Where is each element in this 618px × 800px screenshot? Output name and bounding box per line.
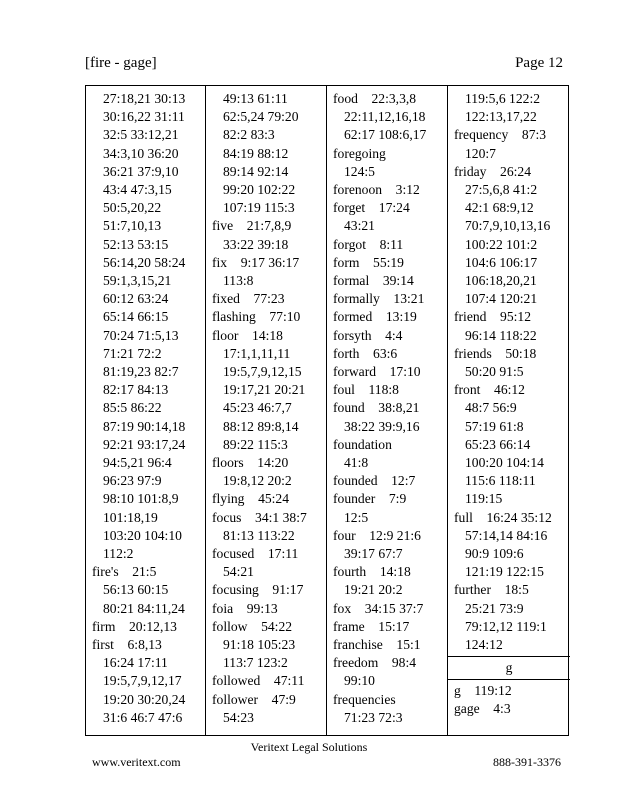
index-entry: first 6:8,13 xyxy=(92,637,162,652)
index-entry: flying 45:24 xyxy=(212,491,290,507)
index-page-refs: 33:22 39:18 xyxy=(223,236,289,252)
index-page-refs: 38:22 39:9,16 xyxy=(344,418,420,434)
index-page-refs: 106:18,20,21 xyxy=(465,273,537,288)
index-entry: formal 39:14 xyxy=(333,273,414,288)
index-page-refs: 103:20 104:10 xyxy=(103,527,182,543)
index-page-refs: 70:24 71:5,13 xyxy=(103,327,179,343)
footer-website: www.veritext.com xyxy=(92,755,181,769)
index-entry: friends 50:18 xyxy=(454,345,537,361)
index-entry: founder 7:9 xyxy=(333,491,407,507)
index-page-refs: 107:19 115:3 xyxy=(223,200,295,216)
index-page-refs: 54:23 xyxy=(223,709,254,725)
index-entry: form 55:19 xyxy=(333,254,404,270)
index-page-refs: 19:8,12 20:2 xyxy=(223,473,292,489)
index-entry: founded 12:7 xyxy=(333,473,416,489)
index-column-1 xyxy=(86,86,206,735)
index-page-refs: 100:22 101:2 xyxy=(465,236,538,252)
index-page-refs: 113:7 123:2 xyxy=(223,655,288,671)
index-entry: frequency 87:3 xyxy=(454,127,547,143)
index-page-refs: 71:21 72:2 xyxy=(103,345,162,361)
index-entry: forget 17:24 xyxy=(333,200,410,216)
index-page-refs: 34:3,10 36:20 xyxy=(103,145,179,161)
index-page-refs: 32:5 33:12,21 xyxy=(103,127,179,143)
index-page-refs: 19:5,7,9,12,17 xyxy=(103,673,182,689)
index-entry: five 21:7,8,9 xyxy=(212,218,292,234)
index-table xyxy=(85,85,569,736)
index-entry: fox 34:15 37:7 xyxy=(333,600,424,616)
index-page-refs: 54:21 xyxy=(223,564,254,580)
index-page-refs: 87:19 90:14,18 xyxy=(103,418,186,434)
index-page-refs: 90:9 109:6 xyxy=(465,546,524,561)
index-entry: g 119:12 xyxy=(454,683,512,699)
index-entry: full 16:24 35:12 xyxy=(454,509,552,525)
index-page-refs: 16:24 17:11 xyxy=(103,655,168,671)
index-entry: frame 15:17 xyxy=(333,618,410,634)
index-entry: followed 47:11 xyxy=(212,673,305,689)
index-page-refs: 96:14 118:22 xyxy=(465,327,537,343)
index-page-refs: 57:19 61:8 xyxy=(465,418,524,434)
index-entry: friend 95:12 xyxy=(454,309,532,325)
index-page-refs: 59:1,3,15,21 xyxy=(103,273,172,288)
index-page-refs: 57:14,14 84:16 xyxy=(465,527,548,543)
index-page-refs: 70:7,9,10,13,16 xyxy=(465,218,551,234)
index-page-refs: 27:5,6,8 41:2 xyxy=(465,182,538,197)
index-entry: foundation xyxy=(333,436,392,452)
index-page-refs: 51:7,10,13 xyxy=(103,218,162,234)
index-entry: fourth 14:18 xyxy=(333,564,411,580)
index-entry: foia 99:13 xyxy=(212,600,278,616)
index-page-refs: 82:2 83:3 xyxy=(223,127,275,143)
index-page-refs: 30:16,22 31:11 xyxy=(103,109,185,125)
index-page-refs: 79:12,12 119:1 xyxy=(465,618,547,634)
section-divider xyxy=(448,656,570,657)
index-page-refs: 31:6 46:7 47:6 xyxy=(103,709,183,725)
index-page-refs: 19:21 20:2 xyxy=(344,582,403,598)
index-page-refs: 99:20 102:22 xyxy=(223,182,296,197)
index-column-2 xyxy=(206,86,327,735)
index-page-refs: 65:14 66:15 xyxy=(103,309,169,325)
index-entry: fixed 77:23 xyxy=(212,291,285,307)
index-entry: forenoon 3:12 xyxy=(333,182,420,197)
index-page-refs: 122:13,17,22 xyxy=(465,109,537,125)
index-page-refs: 80:21 84:11,24 xyxy=(103,600,185,616)
index-page-refs: 115:6 118:11 xyxy=(465,473,536,489)
index-page-refs: 112:2 xyxy=(103,546,134,561)
section-divider xyxy=(448,679,570,680)
index-page-refs: 56:14,20 58:24 xyxy=(103,254,186,270)
index-page-refs: 42:1 68:9,12 xyxy=(465,200,534,216)
index-page-refs: 36:21 37:9,10 xyxy=(103,163,179,179)
index-entry: food 22:3,3,8 xyxy=(333,91,417,106)
index-page-refs: 96:23 97:9 xyxy=(103,473,162,489)
index-entry: foul 118:8 xyxy=(333,382,399,398)
index-column-3 xyxy=(327,86,448,735)
index-page-refs: 17:1,1,11,11 xyxy=(223,345,291,361)
index-page-refs: 84:19 88:12 xyxy=(223,145,289,161)
index-page-refs: 107:4 120:21 xyxy=(465,291,538,307)
page-range-header: [fire - gage] xyxy=(85,55,157,71)
index-entry: formed 13:19 xyxy=(333,309,417,325)
index-page-refs: 113:8 xyxy=(223,273,254,288)
index-page-refs: 12:5 xyxy=(344,509,369,525)
index-page-refs: 85:5 86:22 xyxy=(103,400,162,416)
index-page-refs: 120:7 xyxy=(465,145,496,161)
index-page-refs: 56:13 60:15 xyxy=(103,582,169,598)
footer-phone: 888-391-3376 xyxy=(493,755,561,769)
index-page-refs: 22:11,12,16,18 xyxy=(344,109,426,125)
index-entry: focused 17:11 xyxy=(212,546,299,561)
index-page-refs: 25:21 73:9 xyxy=(465,600,524,616)
index-page-refs: 119:5,6 122:2 xyxy=(465,91,541,106)
index-page-refs: 43:4 47:3,15 xyxy=(103,182,172,197)
index-page-refs: 82:17 84:13 xyxy=(103,382,169,398)
index-entry: forsyth 4:4 xyxy=(333,327,403,343)
index-page-refs: 124:5 xyxy=(344,163,375,179)
index-page-refs: 81:13 113:22 xyxy=(223,527,295,543)
index-entry: further 18:5 xyxy=(454,582,529,598)
index-entry: forward 17:10 xyxy=(333,364,421,379)
index-entry: found 38:8,21 xyxy=(333,400,420,416)
index-page-refs: 94:5,21 96:4 xyxy=(103,455,172,470)
index-page-refs: 19:20 30:20,24 xyxy=(103,691,186,707)
index-page-refs: 119:15 xyxy=(465,491,503,507)
index-entry: floors 14:20 xyxy=(212,455,289,470)
index-entry: floor 14:18 xyxy=(212,327,283,343)
index-page-refs: 19:17,21 20:21 xyxy=(223,382,306,398)
index-page-refs: 124:12 xyxy=(465,637,503,652)
index-page-refs: 60:12 63:24 xyxy=(103,291,169,307)
index-page-refs: 98:10 101:8,9 xyxy=(103,491,179,507)
index-page-refs: 45:23 46:7,7 xyxy=(223,400,292,416)
index-page-refs: 62:17 108:6,17 xyxy=(344,127,427,143)
index-page-refs: 89:14 92:14 xyxy=(223,163,289,179)
index-page-refs: 19:5,7,9,12,15 xyxy=(223,364,302,379)
index-entry: follow 54:22 xyxy=(212,618,293,634)
index-page-refs: 81:19,23 82:7 xyxy=(103,364,179,379)
footer-company: Veritext Legal Solutions xyxy=(250,740,368,754)
index-page-refs: 27:18,21 30:13 xyxy=(103,91,186,106)
index-entry: follower 47:9 xyxy=(212,691,296,707)
index-entry: front 46:12 xyxy=(454,382,525,398)
index-page-refs: 101:18,19 xyxy=(103,509,158,525)
index-page-refs: 48:7 56:9 xyxy=(465,400,517,416)
index-page-refs: 92:21 93:17,24 xyxy=(103,436,186,452)
index-entry: formally 13:21 xyxy=(333,291,425,307)
index-page-refs: 121:19 122:15 xyxy=(465,564,544,580)
index-entry: frequencies xyxy=(333,691,396,707)
index-page-refs: 71:23 72:3 xyxy=(344,709,403,725)
index-page-refs: 52:13 53:15 xyxy=(103,236,169,252)
index-page-refs: 41:8 xyxy=(344,455,369,470)
index-entry: firm 20:12,13 xyxy=(92,618,177,634)
index-page-refs: 50:20 91:5 xyxy=(465,364,524,379)
index-column-4 xyxy=(448,86,570,735)
index-page-refs: 88:12 89:8,14 xyxy=(223,418,299,434)
index-entry: flashing 77:10 xyxy=(212,309,301,325)
index-page-refs: 49:13 61:11 xyxy=(223,91,288,106)
index-page-refs: 99:10 xyxy=(344,673,375,689)
index-entry: forgot 8:11 xyxy=(333,236,404,252)
index-page-refs: 104:6 106:17 xyxy=(465,254,538,270)
index-entry: fix 9:17 36:17 xyxy=(212,254,300,270)
index-entry: four 12:9 21:6 xyxy=(333,527,421,543)
index-page-refs: 62:5,24 79:20 xyxy=(223,109,299,125)
page-number: Page 12 xyxy=(515,55,563,71)
index-entry: forth 63:6 xyxy=(333,345,398,361)
index-page-refs: 65:23 66:14 xyxy=(465,436,531,452)
index-entry: freedom 98:4 xyxy=(333,655,417,671)
index-entry: focusing 91:17 xyxy=(212,582,304,598)
index-entry: fire's 21:5 xyxy=(92,564,157,580)
section-letter: g xyxy=(505,660,513,676)
index-entry: gage 4:3 xyxy=(454,701,511,717)
index-page-refs: 43:21 xyxy=(344,218,375,234)
index-page-refs: 39:17 67:7 xyxy=(344,546,403,561)
index-entry: focus 34:1 38:7 xyxy=(212,509,307,525)
index-page-refs: 100:20 104:14 xyxy=(465,455,544,470)
index-page-refs: 89:22 115:3 xyxy=(223,436,288,452)
index-entry: foregoing xyxy=(333,145,386,161)
index-entry: friday 26:24 xyxy=(454,163,532,179)
index-page-refs: 50:5,20,22 xyxy=(103,200,162,216)
index-page-refs: 91:18 105:23 xyxy=(223,637,296,652)
index-entry: franchise 15:1 xyxy=(333,637,421,652)
